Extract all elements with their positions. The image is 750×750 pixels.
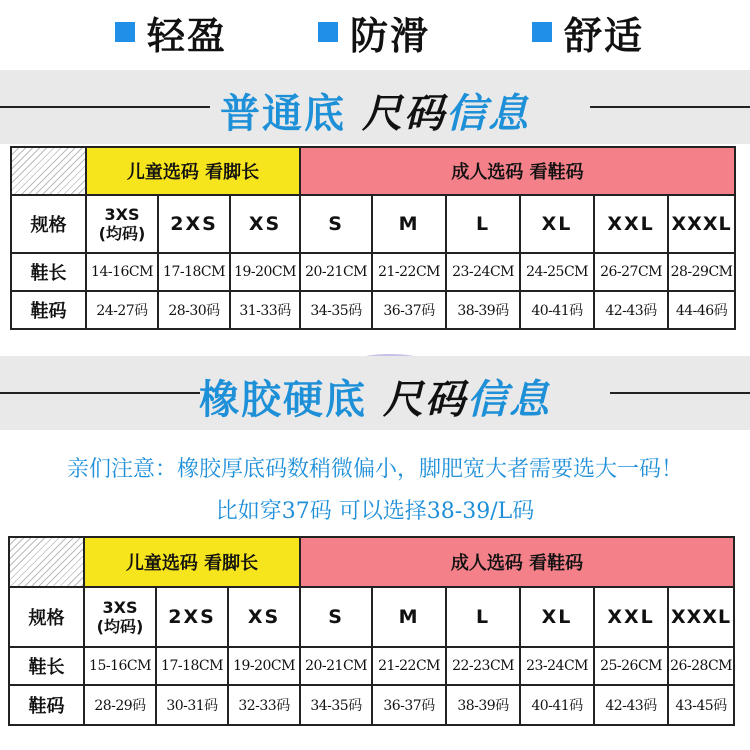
length-cell: 15-16CM xyxy=(84,647,156,685)
title-part: 普通底 xyxy=(220,91,347,137)
code-cell: 34-35码 xyxy=(300,291,372,329)
code-cell: 42-43码 xyxy=(594,685,668,725)
kids-header: 儿童选码 看脚长 xyxy=(86,147,300,195)
feature-antislip xyxy=(318,10,431,58)
length-cell: 24-25CM xyxy=(520,253,594,291)
length-cell: 21-22CM xyxy=(372,253,446,291)
title-part: 橡胶硬底 xyxy=(199,377,368,423)
adult-header: 成人选码 看鞋码 xyxy=(300,147,735,195)
code-cell: 36-37码 xyxy=(372,685,446,725)
spec-label: 规格 xyxy=(11,195,86,253)
length-cell: 21-22CM xyxy=(372,647,446,685)
code-cell: 42-43码 xyxy=(594,291,668,329)
length-cell: 17-18CM xyxy=(158,253,230,291)
length-cell: 20-21CM xyxy=(300,647,372,685)
code-cell: 38-39码 xyxy=(446,291,520,329)
code-cell: 28-30码 xyxy=(158,291,230,329)
size-cell: XXXL xyxy=(668,195,735,253)
code-label: 鞋码 xyxy=(11,291,86,329)
size-cell: XS xyxy=(230,195,300,253)
notice-line-2: 比如穿37码 可以选择38-39/L码 xyxy=(215,499,535,524)
length-label: 鞋长 xyxy=(11,253,86,291)
code-label: 鞋码 xyxy=(9,685,84,725)
code-cell: 40-41码 xyxy=(520,685,594,725)
length-cell: 25-26CM xyxy=(594,647,668,685)
length-cell: 23-24CM xyxy=(520,647,594,685)
length-cell: 14-16CM xyxy=(86,253,158,291)
length-cell: 17-18CM xyxy=(156,647,228,685)
length-cell: 19-20CM xyxy=(230,253,300,291)
length-cell: 22-23CM xyxy=(446,647,520,685)
kids-header: 儿童选码 看脚长 xyxy=(84,537,300,587)
length-cell: 19-20CM xyxy=(228,647,300,685)
section2-title xyxy=(0,368,750,425)
feature-label: 防滑 xyxy=(350,13,431,58)
feature-light xyxy=(115,10,228,58)
feature-label: 轻盈 xyxy=(147,13,228,58)
code-cell: 40-41码 xyxy=(520,291,594,329)
length-cell: 26-27CM xyxy=(594,253,668,291)
feature-bar xyxy=(0,0,750,62)
blue-square-icon xyxy=(115,22,135,42)
size-cell: XL xyxy=(520,587,594,647)
title-part: 信息 xyxy=(445,91,530,137)
corner-cell xyxy=(11,147,86,195)
code-cell: 31-33码 xyxy=(230,291,300,329)
size-table-rubber xyxy=(8,536,735,726)
code-cell: 32-33码 xyxy=(228,685,300,725)
blue-square-icon xyxy=(318,22,338,42)
title-part: 尺码 xyxy=(361,91,446,137)
code-cell: 30-31码 xyxy=(156,685,228,725)
feature-label: 舒适 xyxy=(564,13,645,58)
section1-banner xyxy=(0,70,750,144)
size-cell: S xyxy=(300,195,372,253)
code-cell: 24-27码 xyxy=(86,291,158,329)
length-cell: 28-29CM xyxy=(668,253,735,291)
code-cell: 28-29码 xyxy=(84,685,156,725)
section2-banner xyxy=(0,356,750,430)
size-cell: 2XS xyxy=(158,195,230,253)
size-cell: L xyxy=(446,195,520,253)
notice-line-1: 亲们注意：橡胶厚底码数稍微偏小，脚肥宽大者需要选大一码！ xyxy=(66,457,683,482)
adult-header: 成人选码 看鞋码 xyxy=(300,537,734,587)
size-cell: 3XS (均码) xyxy=(84,587,156,647)
length-label: 鞋长 xyxy=(9,647,84,685)
title-part: 尺码 xyxy=(382,377,467,423)
size-table-normal xyxy=(10,146,736,330)
section1-title xyxy=(0,82,750,139)
size-cell: XXXL xyxy=(668,587,734,647)
length-cell: 20-21CM xyxy=(300,253,372,291)
size-cell: L xyxy=(446,587,520,647)
title-part: 信息 xyxy=(466,377,551,423)
feature-comfort xyxy=(532,10,645,58)
size-cell: M xyxy=(372,587,446,647)
size-cell: 3XS (均码) xyxy=(86,195,158,253)
code-cell: 38-39码 xyxy=(446,685,520,725)
spec-label: 规格 xyxy=(9,587,84,647)
corner-cell xyxy=(9,537,84,587)
size-cell: M xyxy=(372,195,446,253)
code-cell: 43-45码 xyxy=(668,685,734,725)
length-cell: 26-28CM xyxy=(668,647,734,685)
size-cell: XL xyxy=(520,195,594,253)
size-cell: S xyxy=(300,587,372,647)
size-cell: 2XS xyxy=(156,587,228,647)
code-cell: 36-37码 xyxy=(372,291,446,329)
size-cell: XXL xyxy=(594,195,668,253)
length-cell: 23-24CM xyxy=(446,253,520,291)
code-cell: 34-35码 xyxy=(300,685,372,725)
blue-square-icon xyxy=(532,22,552,42)
code-cell: 44-46码 xyxy=(668,291,735,329)
size-cell: XS xyxy=(228,587,300,647)
size-cell: XXL xyxy=(594,587,668,647)
